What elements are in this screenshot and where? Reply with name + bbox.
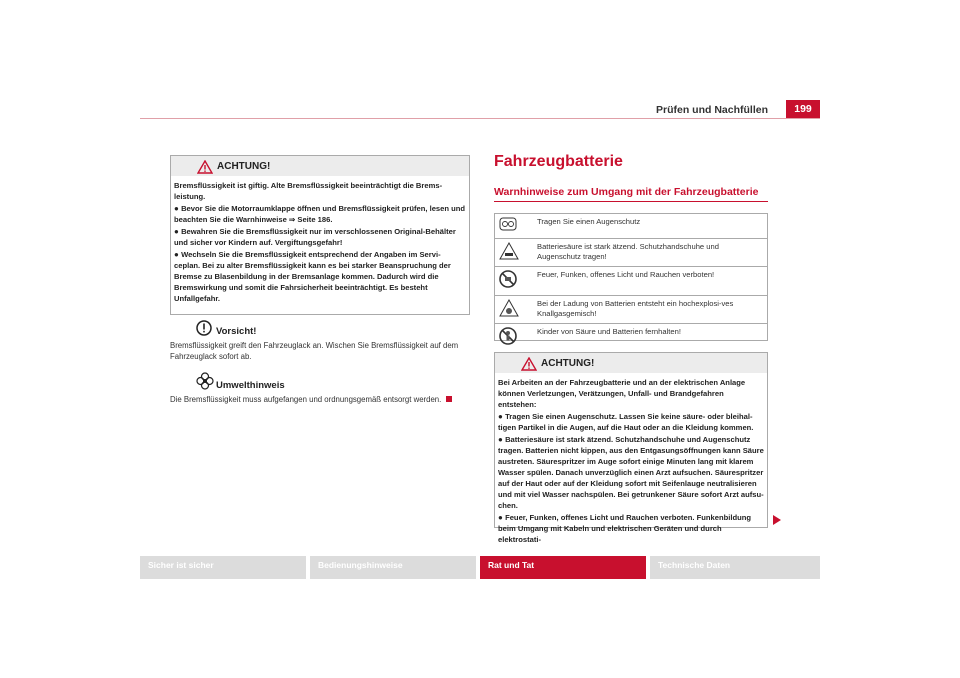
table-cell-text: Tragen Sie einen Augenschutz — [537, 217, 641, 226]
acid-icon — [499, 242, 519, 260]
footer-tab-sicher-ist-sicher[interactable]: Sicher ist sicher — [140, 556, 306, 579]
caution-title: Vorsicht! — [216, 326, 257, 337]
table-cell-text: Batteriesäure ist stark ätzend. Schutzhandschuhe und Augenschutz tragen! — [533, 238, 767, 267]
subsection-heading: Warnhinweise zum Umgang mit der Fahrzeugbatterie — [494, 186, 759, 198]
environment-title: Umwelthinweis — [216, 380, 285, 391]
section-heading: Fahrzeugbatterie — [494, 153, 623, 170]
footer-tab-rat-und-tat[interactable]: Rat und Tat — [480, 556, 646, 579]
keep-children-away-icon — [499, 327, 517, 345]
warning-bullet: ● Bevor Sie die Motorraumklappe öffnen und Bremsflüssigkeit prüfen, lesen und beachten Sie die Warnhinweise ⇒ Seite 186. — [174, 204, 466, 224]
battery-warning-box — [494, 352, 768, 544]
warning-triangle-icon — [521, 357, 537, 371]
warning-body — [171, 176, 469, 304]
table-cell-text: Bei der Ladung von Batterien entsteht ein hochexplosi-ves Knallgasgemisch! — [533, 295, 767, 324]
warning-intro: Bremsflüssigkeit ist giftig. Alte Bremsflüssigkeit beeinträchtigt die Brems-leistung. — [174, 181, 443, 201]
warning-body — [495, 373, 767, 545]
warning-bullet: ● Feuer, Funken, offenes Licht und Rauchen verboten. Funkenbildung beim Umgang mit Kabeln und elektrischen Geräten und durch elektrostati- — [498, 513, 752, 544]
battery-symbol-table — [494, 213, 768, 341]
table-row — [495, 324, 767, 352]
environment-note — [170, 372, 470, 405]
footer-tab-bedienungshinweise[interactable]: Bedienungshinweise — [310, 556, 476, 579]
flower-icon — [196, 372, 214, 390]
table-row — [495, 295, 767, 324]
table-cell-text: Feuer, Funken, offenes Licht und Rauchen verboten! — [533, 267, 767, 296]
page-number: 199 — [786, 100, 820, 118]
caution-exclamation-icon — [196, 320, 212, 336]
no-fire-icon — [499, 270, 517, 288]
warning-header — [171, 156, 469, 176]
brake-fluid-warning-box — [170, 155, 470, 315]
table-cell-text: Kinder von Säure und Batterien fernhalten! — [533, 324, 767, 352]
table-row — [495, 267, 767, 296]
warning-bullet: ● Tragen Sie einen Augenschutz. Lassen Sie keine säure- oder bleihal-tigen Partikel in die Augen, auf die Haut oder an die Kleidung kommen. — [498, 412, 754, 432]
explosion-icon — [499, 299, 519, 317]
warning-title: ACHTUNG! — [541, 358, 595, 369]
warning-bullet: ● Bewahren Sie die Bremsflüssigkeit nur im verschlossenen Original-Behälter und sicher vor Kindern auf. Vergiftungsgefahr! — [174, 227, 456, 247]
footer-tab-technische-daten[interactable]: Technische Daten — [650, 556, 820, 579]
environment-text: Die Bremsflüssigkeit muss aufgefangen und ordnungsgemäß entsorgt werden. — [170, 394, 455, 405]
table-row — [495, 238, 767, 267]
warning-bullet: ● Wechseln Sie die Bremsflüssigkeit entsprechend der Angaben im Servi-ceplan. Bei zu alter Bremsflüssigkeit kann es bei starker Beanspruchung der Bremse zu Blasenbildung in der Bremsanlage kommen. Dadurch wird die Bremswirkung und somit die Fahrsicherheit beeinträchtigt. Es besteht Unfallgefahr. — [174, 250, 451, 303]
subsection-rule — [494, 201, 768, 202]
warning-title: ACHTUNG! — [217, 161, 271, 172]
warning-intro: Bei Arbeiten an der Fahrzeugbatterie und an der elektrischen Anlage können Verletzungen, Verätzungen, Unfall- und Brandgefahren entstehen: — [498, 378, 746, 409]
goggles-icon — [499, 217, 517, 231]
header-rule — [140, 118, 820, 119]
warning-header — [495, 353, 767, 373]
page-running-title: Prüfen und Nachfüllen — [655, 104, 768, 116]
caution-note — [170, 320, 470, 362]
end-marker — [446, 396, 452, 402]
continue-arrow-icon — [772, 514, 782, 526]
table-row — [495, 214, 767, 238]
caution-text: Bremsflüssigkeit greift den Fahrzeuglack an. Wischen Sie Bremsflüssigkeit auf dem Fahrzeuglack sofort ab. — [170, 341, 459, 361]
warning-bullet: ● Batteriesäure ist stark ätzend. Schutzhandschuhe und Augenschutz tragen. Batterien nicht kippen, aus den Entgasungsöffnungen kann Säure austreten. Säurespritzer im Auge sofort einige Minuten lang mit klarem Wasser spülen. Danach unverzüglich einen Arzt aufsuchen. Säurespritzer auf der Haut oder auf der Kleidung sofort mit Seifenlauge neutralisieren und mit viel Wasser nachspülen. Bei getrunkener Säure sofort Arzt aufsu-chen. — [498, 435, 764, 510]
warning-triangle-icon — [197, 160, 213, 174]
